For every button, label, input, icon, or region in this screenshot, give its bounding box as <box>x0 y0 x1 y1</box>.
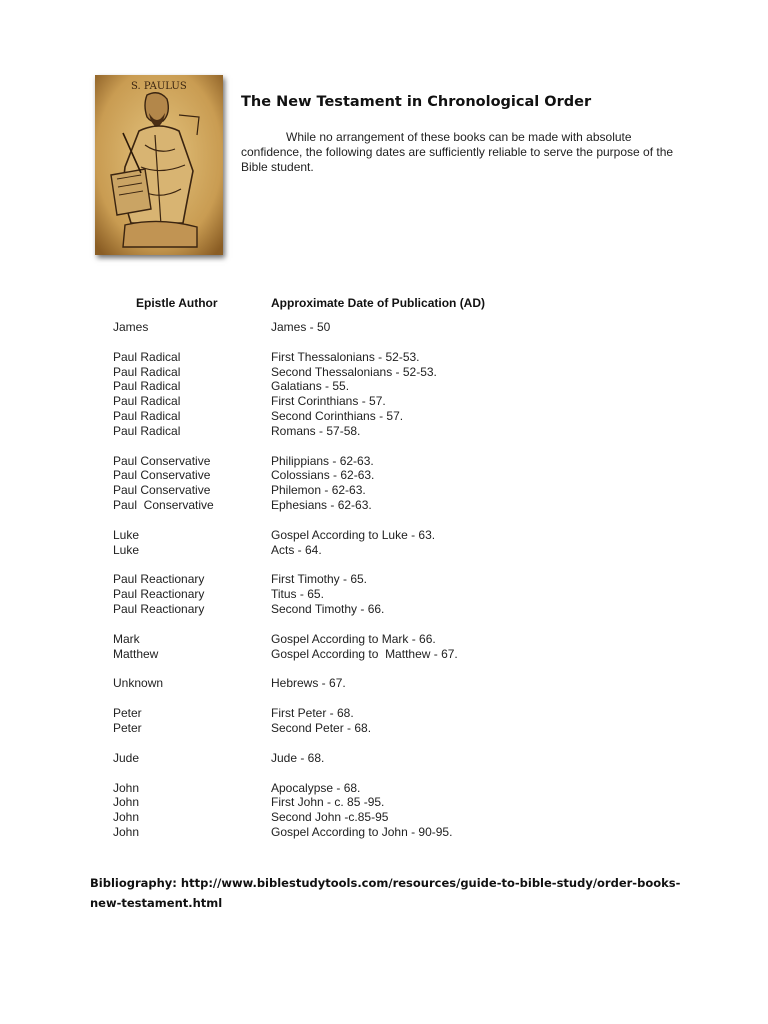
epistle-author-cell: Peter <box>113 706 142 721</box>
publication-date-cell: Ephesians - 62-63. <box>271 498 372 512</box>
epistle-author-cell: Paul Radical <box>113 394 181 409</box>
epistle-author-cell: Paul Reactionary <box>113 587 205 602</box>
epistle-author-cell: Jude <box>113 750 140 765</box>
epistle-author-cell: Luke <box>113 542 140 557</box>
epistle-author-cell: James <box>113 320 149 334</box>
publication-date-cell: First Peter - 68. <box>271 706 354 721</box>
epistle-author-cell: Paul Radical <box>113 349 181 364</box>
bibliography: Bibliography: http://www.biblestudytools.com/resources/guide-to-bible-study/order-books-new-testament.html <box>90 876 681 910</box>
publication-date-cell: Gospel According to John - 90-95. <box>271 825 453 839</box>
epistle-author-cell: Mark <box>113 631 140 646</box>
epistle-author-cell: Paul Conservative <box>113 468 211 483</box>
epistle-author-cell: Paul Reactionary <box>113 602 205 616</box>
epistle-author-cell: John <box>113 780 140 795</box>
publication-date-cell: Gospel According to Matthew - 67. <box>271 646 458 661</box>
epistle-author-cell: John <box>113 810 140 825</box>
publication-date-cell: Second John -c.85-95 <box>271 810 389 825</box>
portrait-inscription: S. PAULUS <box>131 81 187 92</box>
epistle-author-cell: Paul Conservative <box>113 453 211 468</box>
publication-date-cell: Jude - 68. <box>271 750 325 765</box>
publication-date-cell: Philemon - 62-63. <box>271 483 366 498</box>
publication-date-cell: Apocalypse - 68. <box>271 780 361 795</box>
epistle-author-cell: Paul Reactionary <box>113 572 205 587</box>
epistle-author-cell: Paul Radical <box>113 364 181 379</box>
epistle-author-cell: Paul Conservative <box>113 498 214 512</box>
publication-date-cell: Colossians - 62-63. <box>271 468 375 483</box>
epistle-author-cell: Unknown <box>113 676 164 691</box>
publication-date-cell: Gospel According to Luke - 63. <box>271 527 436 542</box>
publication-date-cell: First Corinthians - 57. <box>271 394 386 409</box>
intro-paragraph <box>241 130 681 175</box>
intro-text: While no arrangement of these books can be made with absolute confidence, the following dates are sufficiently reliable to serve the purpose of the Bible student. <box>241 130 674 174</box>
header-epistle-author: Epistle Author <box>136 296 218 310</box>
publication-date-cell: First Thessalonians - 52-53. <box>271 349 420 364</box>
publication-date-cell: Hebrews - 67. <box>271 676 346 691</box>
epistle-author-cell: Paul Radical <box>113 423 181 438</box>
publication-date-cell: Second Thessalonians - 52-53. <box>271 364 437 379</box>
epistle-author-cell: Peter <box>113 721 142 735</box>
page-title: The New Testament in Chronological Order <box>241 94 592 110</box>
header-publication-date: Approximate Date of Publication (AD) <box>271 296 486 310</box>
publication-date-cell: First John - c. 85 -95. <box>271 795 385 810</box>
publication-date-cell: Titus - 65. <box>271 587 324 602</box>
portrait-image-st-paul <box>95 75 223 255</box>
publication-date-cell: Galatians - 55. <box>271 379 350 394</box>
publication-date-cell: First Timothy - 65. <box>271 572 368 587</box>
publication-date-cell: Philippians - 62-63. <box>271 453 374 468</box>
epistle-author-cell: Paul Radical <box>113 409 181 423</box>
epistle-author-cell: John <box>113 825 140 839</box>
publication-date-cell: Second Corinthians - 57. <box>271 409 404 423</box>
publication-date-cell: James - 50 <box>271 320 331 334</box>
epistle-author-cell: Paul Conservative <box>113 483 211 498</box>
epistle-author-cell: Matthew <box>113 646 159 661</box>
publication-date-cell: Gospel According to Mark - 66. <box>271 631 436 646</box>
publication-date-cell: Acts - 64. <box>271 542 322 557</box>
epistle-author-cell: Paul Radical <box>113 379 181 394</box>
publication-date-cell: Second Timothy - 66. <box>271 602 385 616</box>
publication-date-cell: Romans - 57-58. <box>271 423 361 438</box>
epistle-author-cell: John <box>113 795 140 810</box>
publication-date-cell: Second Peter - 68. <box>271 721 372 735</box>
epistle-author-cell: Luke <box>113 527 140 542</box>
